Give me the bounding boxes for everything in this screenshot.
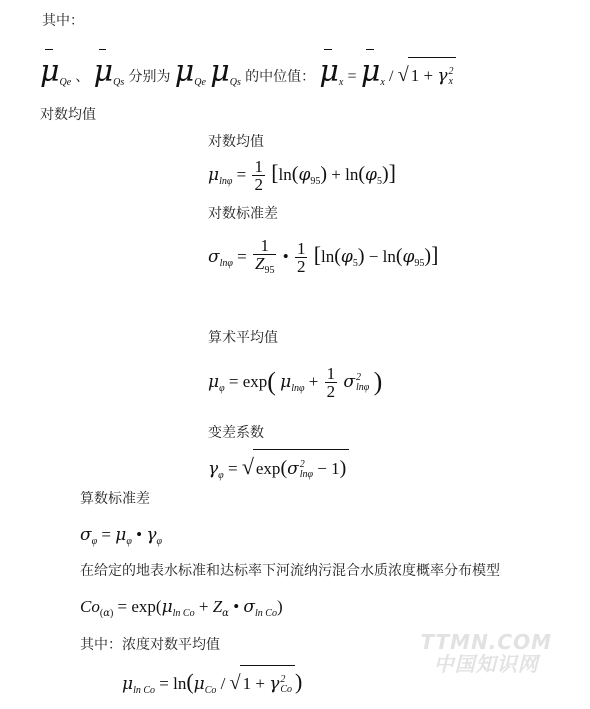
log-mean-label: 对数均值 [208, 134, 264, 150]
cv-label: 变差系数 [208, 425, 264, 441]
model-description: 在给定的地表水标准和达标率下河流纳污混合水质浓度概率分布模型 [80, 563, 500, 579]
arith-mean-equation: $\mu_\varphi = \exp$( $\mu_{ln\varphi}$ + $\frac{1}{2}$ σ2 lnφ ) [208, 364, 383, 402]
watermark-logo [420, 631, 552, 675]
log-mean-equation: $\mu_{ln\varphi}$ = $\frac{1}{2}$ $[\ln(\varphi_{95}) + \ln(\varphi_5)]$ [208, 157, 396, 195]
cv-equation: $\gamma_\varphi$ = √ exp(σ2 lnφ − 1) [208, 449, 349, 485]
log-std-equation: $\sigma_{ln\varphi}$ = $\frac{1}{Z_{95}}$ • $\frac{1}{2}$ $[\ln(\varphi_5) - \ln(\varphi_{95})]$ [208, 235, 439, 277]
median-definition-line: $\mu_{Qe}$ 、 $\mu_{Qs}$ 分别为 $\mu_{Qe}$ $\mu_{Qs}$ 的中位值： $\mu_x = \mu_x$ / √ 1 + γ2 x [40, 54, 456, 90]
median-of-text: 的中位值： [245, 69, 316, 85]
intro-label: 其中： [42, 13, 84, 29]
separator-text: 、 [75, 69, 90, 85]
model-equation: $Co_{(\alpha)} = \exp(\mu_{ln Co} + Z_\alpha$ • $\sigma_{ln Co}$) [80, 597, 283, 619]
respectively-text: 分别为 [128, 69, 171, 85]
watermark-line1: TTMN.COM [420, 630, 552, 654]
arith-mean-label: 算术平均值 [208, 330, 278, 346]
arith-std-label: 算数标准差 [80, 491, 150, 507]
conc-mean-equation: $\mu_{ln Co} = \ln(\mu_{Co}$ / √ 1 + γ2 Co ) [122, 664, 302, 700]
conc-mean-label: 其中：浓度对数平均值 [80, 637, 220, 653]
watermark-line2: 中国知识网 [433, 652, 539, 676]
log-std-label: 对数标准差 [208, 206, 278, 222]
log-mean-heading: 对数均值 [40, 107, 96, 123]
arith-std-equation: $\sigma_\varphi = \mu_\varphi$ • $\gamma_\varphi$ [80, 525, 163, 547]
